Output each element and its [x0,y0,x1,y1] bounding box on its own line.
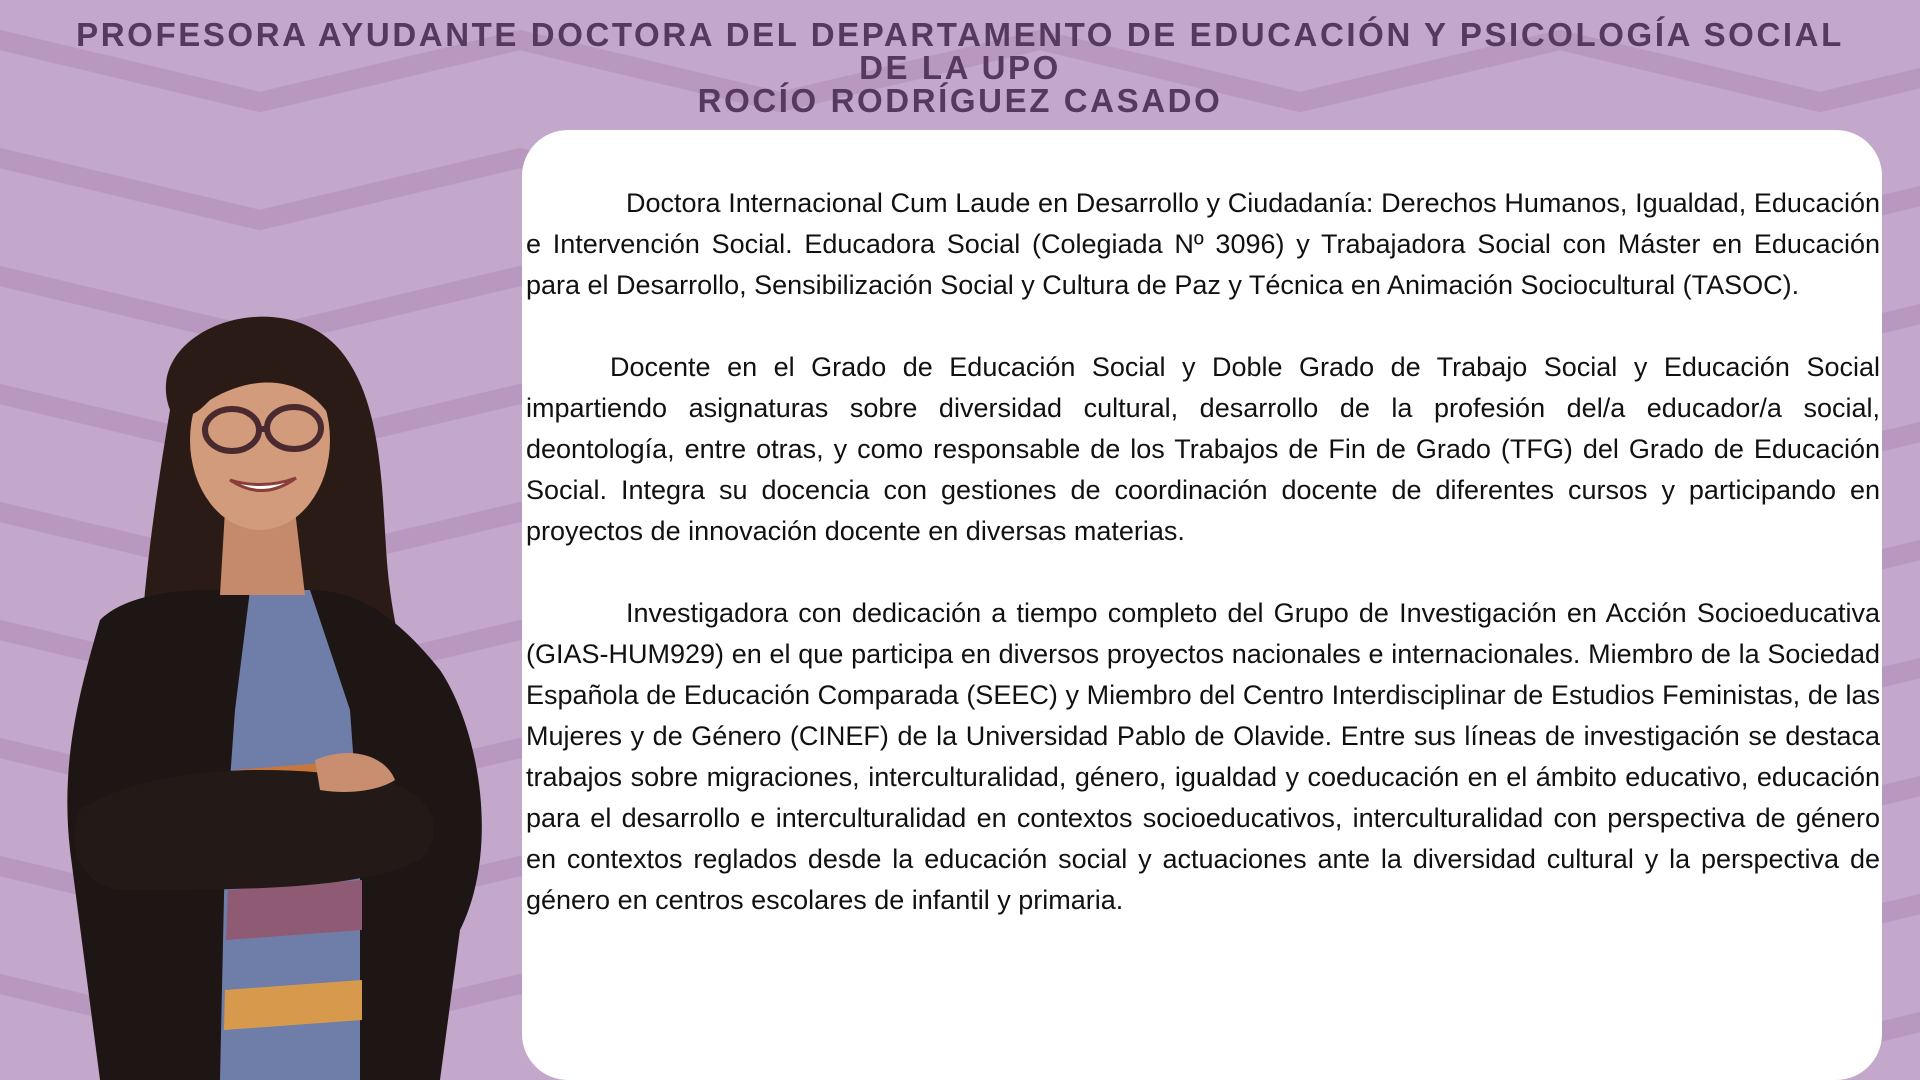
arms-shape [74,770,434,890]
page-header [0,18,1920,117]
page-title: PROFESORA AYUDANTE DOCTORA DEL DEPARTAMENTO DE EDUCACIÓN Y PSICOLOGÍA SOCIAL [76,16,1844,53]
bio-paragraph-research: Investigadora con dedicación a tiempo completo del Grupo de Investigación en Acción Socioeducativa (GIAS-HUM929) en el que participa en diversos proyectos nacionales e internacionales. Miembro de la Sociedad Española de Educación Comparada (SEEC) y Miembro del Centro Interdisciplinar de Estudios Feministas, de las Mujeres y de Género (CINEF) de la Universidad Pablo de Olavide. Entre sus líneas de investigación se destaca trabajos sobre migraciones, interculturalidad, género, igualdad y coeducación en el ámbito educativo, educación para el desarrollo e interculturalidad en contextos socioeducativos, interculturalidad con perspectiva de género en contextos reglados desde la educación social y actuaciones ante la diversidad cultural y la perspectiva de género en centros escolares de infantil y primaria. [526,598,1880,915]
page-title-continued: DE LA UPO [859,49,1061,86]
bio-paragraph-teaching: Docente en el Grado de Educación Social y Doble Grado de Trabajo Social y Educación Social impartiendo asignaturas sobre diversidad cultural, desarrollo de la profesión del/a educador/a social, deontología, entre otras, y como responsable de los Trabajos de Fin de Grado (TFG) del Grado de Educación Social. Integra su docencia con gestiones de coordinación docente de diferentes cursos y participando en proyectos de innovación docente en diversas materias. [526,352,1880,546]
person-name: ROCÍO RODRÍGUEZ CASADO [697,82,1223,119]
portrait-photo [60,290,510,1080]
biography-card [522,130,1882,1080]
bio-paragraph-education: Doctora Internacional Cum Laude en Desarrollo y Ciudadanía: Derechos Humanos, Igualdad, Educación e Intervención Social. Educadora Social (Colegiada Nº 3096) y Trabajadora Social con Máster en Educación para el Desarrollo, Sensibilización Social y Cultura de Paz y Técnica en Animación Sociocultural (TASOC). [526,188,1880,300]
